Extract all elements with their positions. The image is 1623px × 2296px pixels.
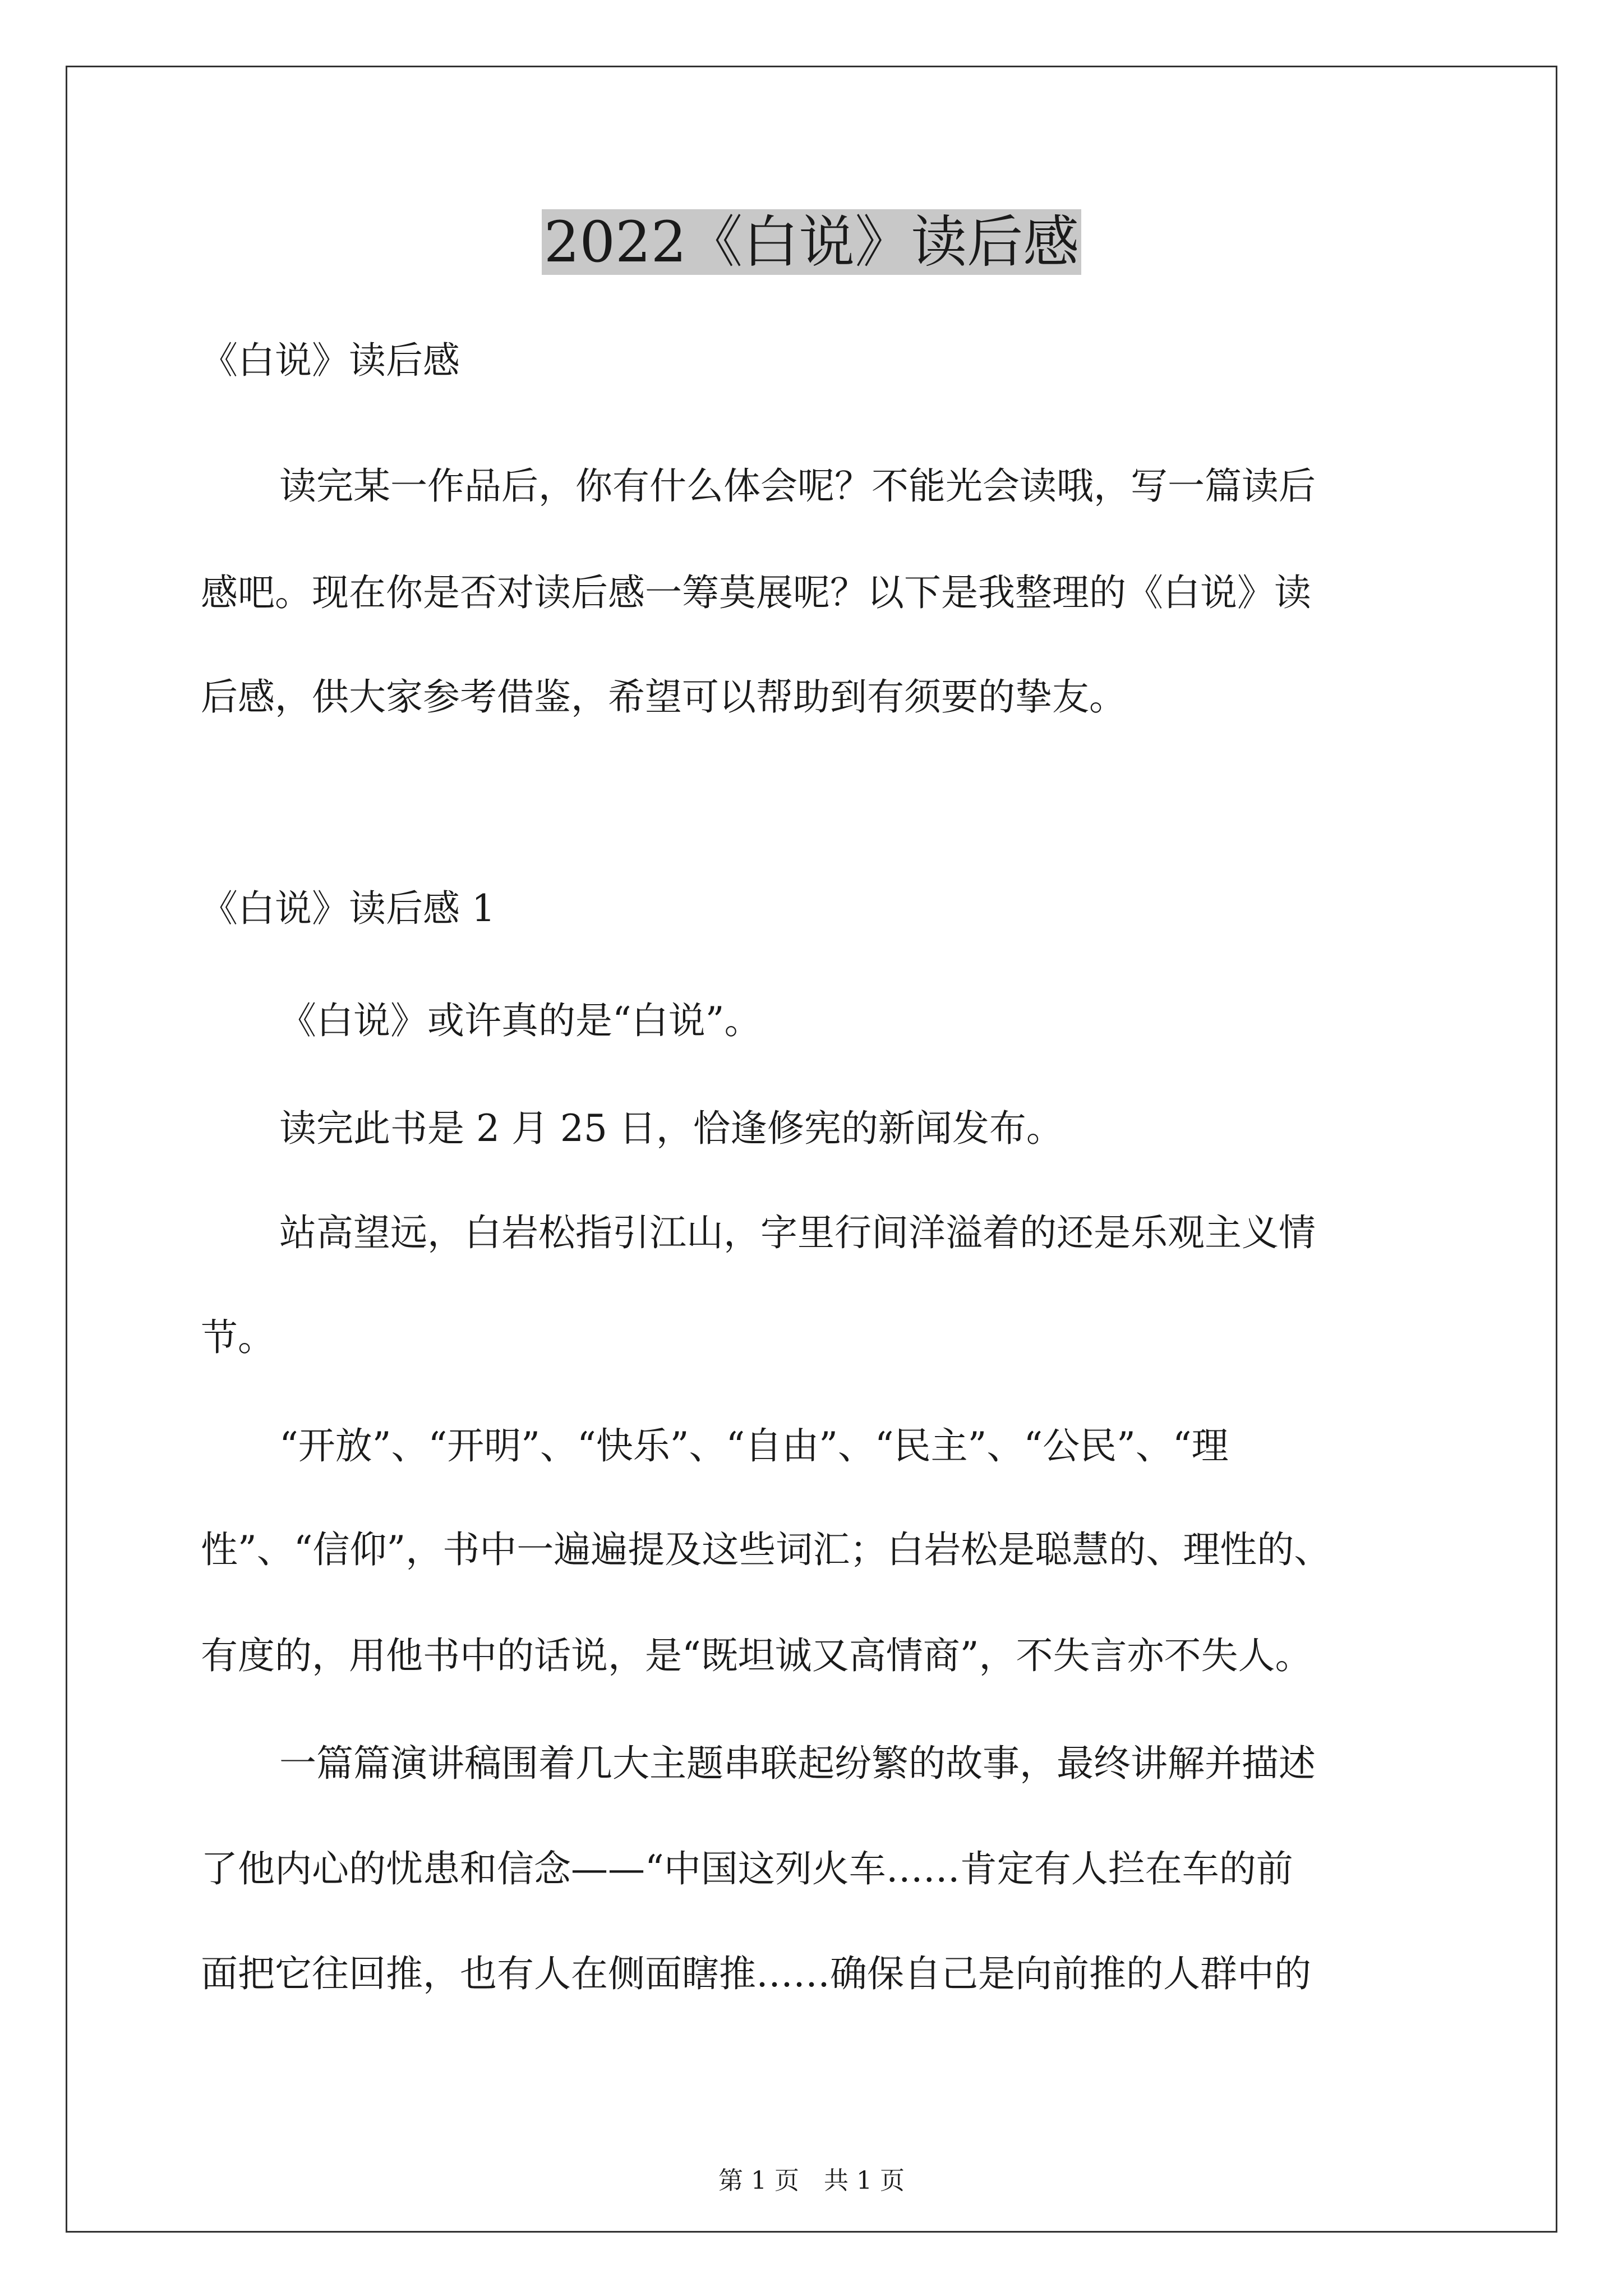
document-title	[0, 203, 1623, 282]
document-title-text: 2022《白说》读后感	[542, 209, 1082, 275]
text-line: 性”、“信仰”，书中一遍遍提及这些词汇；白岩松是聪慧的、理性的、	[201, 1528, 1331, 1571]
text-line: 节。	[201, 1316, 275, 1359]
text-line: 面把它往回推，也有人在侧面瞎推……确保自己是向前推的人群中的	[201, 1952, 1311, 1995]
section-heading: 《白说》读后感	[201, 339, 460, 382]
text-line: 读完此书是 2 月 25 日，恰逢修宪的新闻发布。	[279, 1107, 1063, 1150]
page-number-footer: 第 1 页 共 1 页	[718, 2166, 905, 2195]
text-line: 《白说》或许真的是“白说”。	[279, 999, 762, 1042]
text-line: 了他内心的忧患和信念——“中国这列火车……肯定有人拦在车的前	[201, 1847, 1293, 1890]
text-line: “开放”、“开明”、“快乐”、“自由”、“民主”、“公民”、“理	[279, 1424, 1229, 1467]
text-line: 有度的，用他书中的话说，是“既坦诚又高情商”，不失言亦不失人。	[201, 1634, 1312, 1677]
text-line: 读完某一作品后，你有什么体会呢？不能光会读哦，写一篇读后	[279, 464, 1316, 508]
text-line: 一篇篇演讲稿围着几大主题串联起纷繁的故事，最终讲解并描述	[279, 1742, 1316, 1785]
section-heading: 《白说》读后感 1	[201, 887, 495, 930]
text-line: 后感，供大家参考借鉴，希望可以帮助到有须要的挚友。	[201, 675, 1126, 719]
text-line: 站高望远，白岩松指引江山，字里行间洋溢着的还是乐观主义情	[279, 1211, 1316, 1254]
text-line: 感吧。现在你是否对读后感一筹莫展呢？以下是我整理的《白说》读	[201, 571, 1311, 614]
